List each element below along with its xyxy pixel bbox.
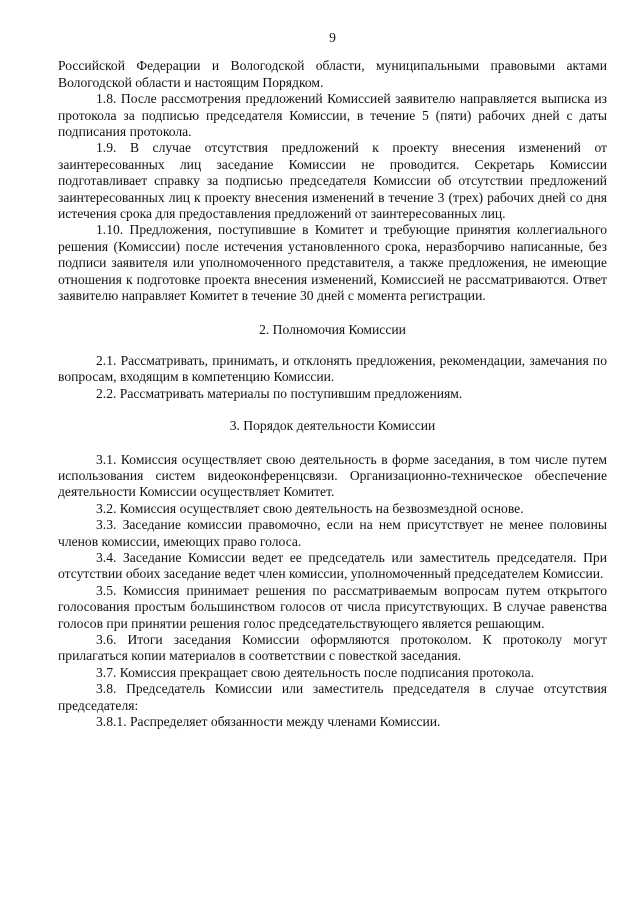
paragraph-1-8: 1.8. После рассмотрения предложений Комиссией заявителю направляется выписка из протокола за подписью председателя Комиссии, в течение 5 (пяти) рабочих дней с даты подписания протокола. bbox=[58, 91, 607, 140]
paragraph-2-2: 2.2. Рассматривать материалы по поступившим предложениям. bbox=[96, 385, 463, 401]
paragraph-1-10: 1.10. Предложения, поступившие в Комитет и требующие принятия коллегиального решения (Комиссии) после истечения установленного срока, неразборчиво написанные, без подписи заявителя или уполномоченного представителя, а также предложения, не имеющие отношения к подготовке проекта внесения изменений, Комиссией не рассматриваются. Ответ заявителю направляет Комитет в течение 30 дней с момента регистрации. bbox=[58, 222, 607, 304]
section-heading-procedure: 3. Порядок деятельности Комиссии bbox=[229, 418, 436, 434]
paragraph-3-5: 3.5. Комиссия принимает решения по рассматриваемым вопросам путем открытого голосования простым большинством голосов от числа присутствующих. В случае равенства голосов при принятии решения голос председательствующего является решающим. bbox=[58, 582, 607, 631]
section-heading-powers: 2. Полномочия Комиссии bbox=[259, 321, 406, 337]
paragraph-3-1: 3.1. Комиссия осуществляет свою деятельность в форме заседания, в том числе путем использования систем видеоконференцсвязи. Организационно-техническое обеспечение деятельности Комиссии осуществляет Комитет. bbox=[58, 451, 607, 500]
paragraph-3-8-1: 3.8.1. Распределяет обязанности между членами Комиссии. bbox=[96, 714, 441, 730]
paragraph-3-6: 3.6. Итоги заседания Комиссии оформляются протоколом. К протоколу могут прилагаться копии материалов в соответствии с повесткой заседания. bbox=[58, 632, 607, 664]
page-number: 9 bbox=[329, 30, 336, 45]
paragraph-1-9: 1.9. В случае отсутствия предложений к проекту внесения изменений от заинтересованных лиц заседание Комиссии не проводится. Секретарь Комиссии подготавливает справку за подписью председателя Комиссии об отсутствии предложений заинтересованных лиц к проекту внесения изменений в течение 3 (трех) рабочих дней со дня истечения срока для предоставления предложений от заинтересованных лиц. bbox=[58, 140, 607, 222]
paragraph-2-1: 2.1. Рассматривать, принимать, и отклонять предложения, рекомендации, замечания по вопросам, входящим в компетенцию Комиссии. bbox=[58, 352, 607, 385]
paragraph-3-2: 3.2. Комиссия осуществляет свою деятельность на безвозмездной основе. bbox=[96, 500, 524, 516]
intro-paragraph: Российской Федерации и Вологодской области, муниципальными правовыми актами Вологодской области и настоящим Порядком. bbox=[58, 58, 607, 90]
paragraph-3-3: 3.3. Заседание комиссии правомочно, если на нем присутствует не менее половины членов комиссии, имеющих право голоса. bbox=[58, 517, 607, 549]
paragraph-3-8: 3.8. Председатель Комиссии или заместитель председателя в случае отсутствия председателя: bbox=[58, 681, 607, 713]
paragraph-3-4: 3.4. Заседание Комиссии ведет ее председатель или заместитель председателя. При отсутствии обоих заседание ведет член комиссии, уполномоченный председателем Комиссии. bbox=[58, 549, 607, 582]
paragraph-3-7: 3.7. Комиссия прекращает свою деятельность после подписания протокола. bbox=[96, 664, 535, 680]
